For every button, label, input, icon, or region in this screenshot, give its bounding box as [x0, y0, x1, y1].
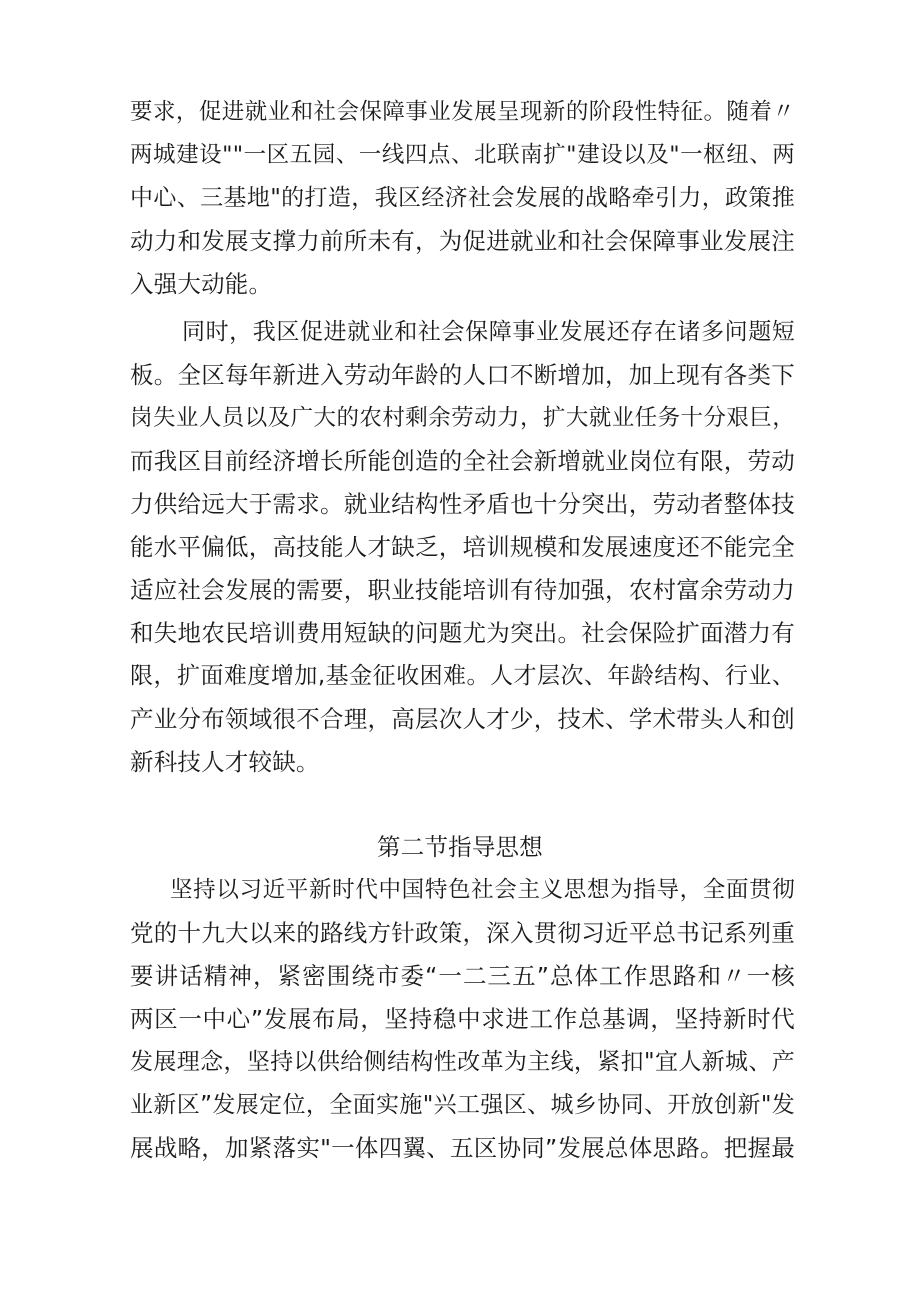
text-line: 展战略，加紧落实"一体四翼、五区协同”发展总体思路。把握最: [130, 1134, 795, 1162]
text-line: 业新区”发展定位，全面实施"兴工强区、城乡协同、开放创新"发: [130, 1092, 795, 1118]
text-line: 发展理念，坚持以供给侧结构性改革为主线，紧扣"宜人新城、产: [130, 1049, 795, 1075]
text-line: 和失地农民培训费用短缺的问题尤为突出。社会保险扩面潜力有: [130, 619, 795, 647]
text-line: 岗失业人员以及广大的农村剩余劳动力，扩大就业任务十分艰巨，: [130, 405, 795, 431]
text-line: 坚持以习近平新时代中国特色社会主义思想为指导，全面贯彻: [170, 877, 795, 903]
text-line: 同时，我区促进就业和社会保障事业发展还存在诸多问题短: [182, 319, 795, 345]
text-line: 要求，促进就业和社会保障事业发展呈现新的阶段性特征。随着〃: [130, 99, 795, 125]
text-line: 两城建设""一区五园、一线四点、北联南扩"建设以及"一枢纽、两: [130, 142, 795, 168]
text-line: 动力和发展支撑力前所未有，为促进就业和社会保障事业发展注: [130, 227, 795, 255]
text-line: 党的十九大以来的路线方针政策，深入贯彻习近平总书记系列重: [130, 919, 795, 947]
text-line: 而我区目前经济增长所能创造的全社会新增就业岗位有限，劳动: [130, 447, 795, 475]
paragraph-guiding-ideology: [130, 869, 795, 1170]
text-line: 适应社会发展的需要，职业技能培训有待加强，农村富余劳动力: [130, 576, 795, 604]
text-line: 板。全区每年新进入劳动年龄的人口不断增加，加上现有各类下: [130, 361, 795, 389]
section-heading: 第二节指导思想: [377, 833, 543, 861]
text-line: 能水平偏低，高技能人才缺乏，培训规模和发展速度还不能完全: [130, 533, 795, 561]
paragraph-employment-features: [130, 91, 795, 306]
text-line: 力供给远大于需求。就业结构性矛盾也十分突出，劳动者整体技: [130, 490, 795, 518]
text-line: 中心、三基地"的打造，我区经济社会发展的战略牵引力，政策推: [130, 185, 795, 211]
text-line: 限，扩面难度增加,基金征收困难。人才层次、年龄结构、行业、: [130, 663, 795, 689]
text-line: 两区一中心”发展布局，坚持稳中求进工作总基调，坚持新时代: [130, 1005, 795, 1033]
paragraph-problems: [130, 311, 795, 784]
text-line: 入强大动能。: [130, 270, 273, 298]
text-line: 要讲话精神，紧密围绕市委“一二三五”总体工作思路和〃一核: [130, 962, 795, 990]
text-line: 新科技人才较缺。: [130, 748, 320, 776]
text-line: 产业分布领域很不合理，高层次人才少，技术、学术带头人和创: [130, 705, 795, 733]
